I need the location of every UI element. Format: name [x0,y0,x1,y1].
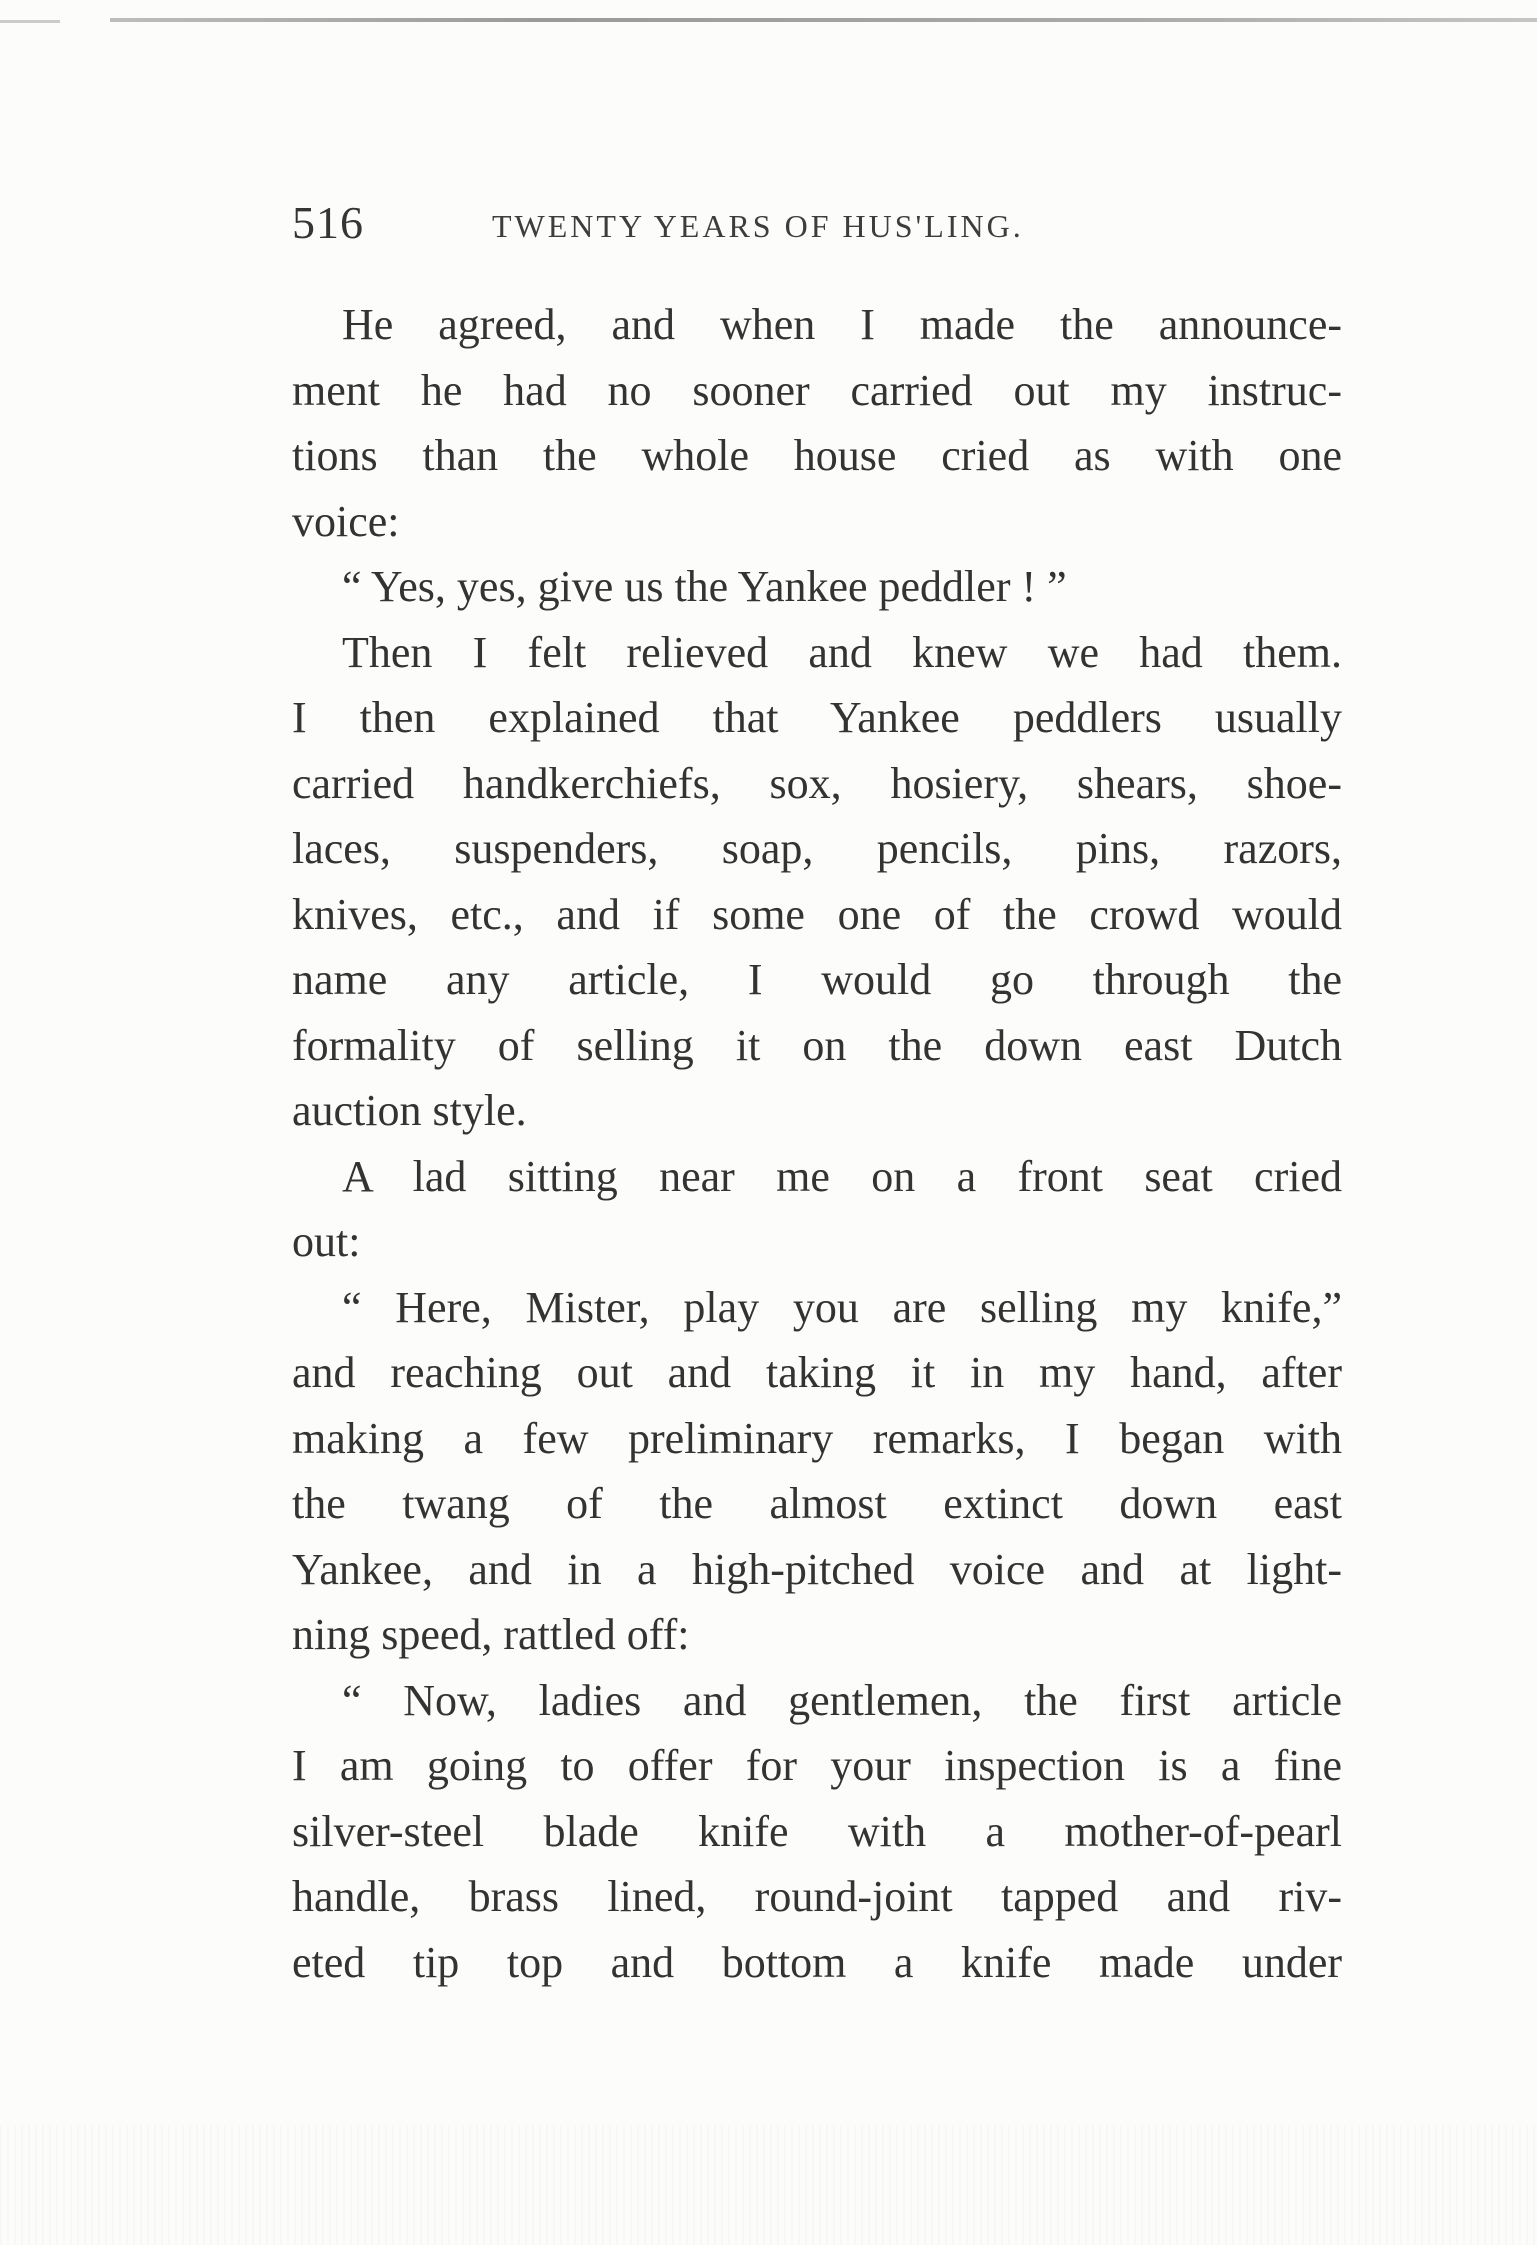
text-line: He agreed, and when I made the announce- [342,300,1342,349]
text-line: A lad sitting near me on a front seat cried [342,1151,1342,1201]
text-line: name any article, I would go through the [292,955,1342,1004]
text-line: auction style. [292,1086,527,1135]
page-number: 516 [292,197,364,248]
text-line: formality of selling it on the down east Dutch [292,1020,1342,1070]
text-line: “ Here, Mister, play you are selling my knife,” [342,1282,1342,1332]
text-line: I then explained that Yankee peddlers usually [292,693,1342,742]
page-header [292,196,1342,256]
text-line: the twang of the almost extinct down east [292,1479,1342,1528]
top-scan-rule [110,18,1537,22]
text-line: Then I felt relieved and knew we had them. [342,627,1342,677]
text-line: Yankee, and in a high-pitched voice and at light- [292,1544,1342,1594]
text-line: laces, suspenders, soap, pencils, pins, razors, [292,824,1342,873]
text-line: eted tip top and bottom a knife made under [292,1937,1342,1987]
text-line: out: [292,1217,361,1266]
text-line: knives, etc., and if some one of the crowd would [292,889,1342,939]
text-line: silver-steel blade knife with a mother-of-pearl [292,1806,1342,1856]
text-line: carried handkerchiefs, sox, hosiery, shears, shoe- [292,758,1342,808]
running-head: TWENTY YEARS OF HUS'LING. [492,208,1024,244]
scan-noise-footer [0,2125,1537,2245]
text-line: “ Now, ladies and gentlemen, the first article [342,1675,1342,1725]
scan-edge-mark [0,20,60,23]
body-text [292,292,1342,1995]
text-line: and reaching out and taking it in my hand, after [292,1348,1342,1397]
text-line: I am going to offer for your inspection is a fine [292,1741,1342,1790]
text-line: ment he had no sooner carried out my instruc- [292,365,1342,415]
text-line: ning speed, rattled off: [292,1610,690,1659]
text-line: “ Yes, yes, give us the Yankee peddler ! ” [342,562,1067,611]
text-line: making a few preliminary remarks, I began with [292,1413,1342,1463]
text-line: tions than the whole house cried as with one [292,431,1342,480]
text-line: voice: [292,496,400,546]
text-line: handle, brass lined, round-joint tapped and riv- [292,1872,1342,1921]
